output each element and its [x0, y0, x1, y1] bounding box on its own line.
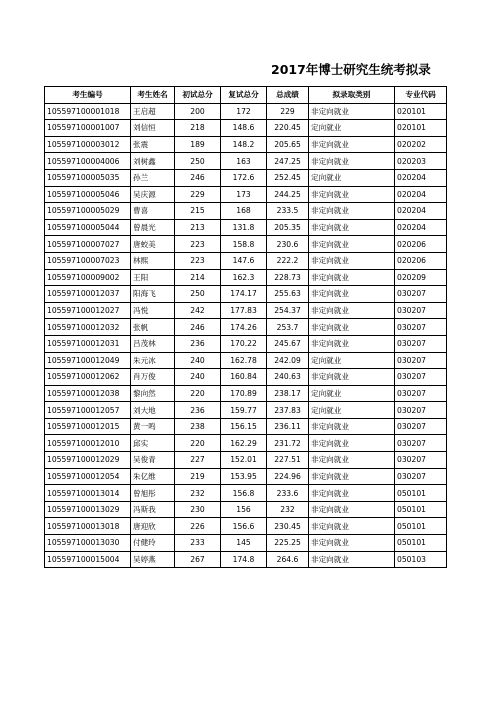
table-row: [45, 485, 447, 502]
admission-category-cell: 定向就业: [309, 352, 395, 369]
major-code-cell: 030207: [395, 452, 447, 469]
retest-score-cell: 156.6: [221, 518, 267, 535]
admission-category-cell: 非定向就业: [309, 418, 395, 435]
major-code-cell: 020101: [395, 120, 447, 137]
major-code-cell: 030207: [395, 302, 447, 319]
initial-score-cell: 214: [175, 269, 221, 286]
total-score-cell: 253.7: [267, 319, 309, 336]
candidate-name-cell: 邱实: [131, 435, 175, 452]
total-score-cell: 238.17: [267, 385, 309, 402]
candidate-id-cell: 105597100013018: [45, 518, 131, 535]
table-row: [45, 518, 447, 535]
table-header-row: [45, 87, 447, 104]
candidate-id-cell: 105597100012029: [45, 452, 131, 469]
candidate-name-cell: 曾旭彤: [131, 485, 175, 502]
column-header-retest-score: 复试总分: [221, 87, 267, 104]
major-code-cell: 020202: [395, 136, 447, 153]
column-header-total-score: 总成绩: [267, 87, 309, 104]
table-row: [45, 551, 447, 568]
total-score-cell: 255.63: [267, 286, 309, 303]
retest-score-cell: 156: [221, 501, 267, 518]
table-row: [45, 452, 447, 469]
candidate-id-cell: 105597100005044: [45, 219, 131, 236]
retest-score-cell: 177.83: [221, 302, 267, 319]
total-score-cell: 233.6: [267, 485, 309, 502]
column-header-major-code: 专业代码: [395, 87, 447, 104]
admission-category-cell: 定向就业: [309, 169, 395, 186]
retest-score-cell: 145: [221, 535, 267, 552]
candidate-name-cell: 吴婷燕: [131, 551, 175, 568]
candidate-name-cell: 吴庆源: [131, 186, 175, 203]
total-score-cell: 229: [267, 103, 309, 120]
candidate-id-cell: 105597100003012: [45, 136, 131, 153]
retest-score-cell: 148.2: [221, 136, 267, 153]
initial-score-cell: 242: [175, 302, 221, 319]
major-code-cell: 030207: [395, 352, 447, 369]
admission-category-cell: 非定向就业: [309, 302, 395, 319]
initial-score-cell: 236: [175, 335, 221, 352]
initial-score-cell: 238: [175, 418, 221, 435]
candidate-name-cell: 付健玲: [131, 535, 175, 552]
major-code-cell: 030207: [395, 319, 447, 336]
candidate-id-cell: 105597100012031: [45, 335, 131, 352]
major-code-cell: 050101: [395, 485, 447, 502]
table-row: [45, 252, 447, 269]
candidate-name-cell: 吴俊青: [131, 452, 175, 469]
total-score-cell: 224.96: [267, 468, 309, 485]
column-header-admission-category: 拟录取类别: [309, 87, 395, 104]
candidate-name-cell: 冯斯我: [131, 501, 175, 518]
initial-score-cell: 223: [175, 252, 221, 269]
initial-score-cell: 220: [175, 435, 221, 452]
total-score-cell: 237.83: [267, 402, 309, 419]
initial-score-cell: 213: [175, 219, 221, 236]
initial-score-cell: 240: [175, 352, 221, 369]
candidate-name-cell: 曹喜: [131, 203, 175, 220]
total-score-cell: 264.6: [267, 551, 309, 568]
table-row: [45, 169, 447, 186]
total-score-cell: 232: [267, 501, 309, 518]
major-code-cell: 030207: [395, 468, 447, 485]
total-score-cell: 242.09: [267, 352, 309, 369]
retest-score-cell: 158.8: [221, 236, 267, 253]
candidate-name-cell: 刘树鑫: [131, 153, 175, 170]
admission-category-cell: 非定向就业: [309, 551, 395, 568]
table-row: [45, 501, 447, 518]
candidate-name-cell: 唐蛟美: [131, 236, 175, 253]
initial-score-cell: 233: [175, 535, 221, 552]
total-score-cell: 254.37: [267, 302, 309, 319]
admission-category-cell: 非定向就业: [309, 501, 395, 518]
candidate-name-cell: 曾晨光: [131, 219, 175, 236]
candidate-id-cell: 105597100012032: [45, 319, 131, 336]
candidate-name-cell: 林熙: [131, 252, 175, 269]
candidate-name-cell: 刘信恒: [131, 120, 175, 137]
admission-category-cell: 非定向就业: [309, 535, 395, 552]
retest-score-cell: 131.8: [221, 219, 267, 236]
admission-category-cell: 非定向就业: [309, 468, 395, 485]
candidate-id-cell: 105597100012010: [45, 435, 131, 452]
admission-category-cell: 非定向就业: [309, 518, 395, 535]
major-code-cell: 050101: [395, 518, 447, 535]
candidate-id-cell: 105597100007023: [45, 252, 131, 269]
total-score-cell: 220.45: [267, 120, 309, 137]
retest-score-cell: 147.6: [221, 252, 267, 269]
table-row: [45, 535, 447, 552]
major-code-cell: 030207: [395, 418, 447, 435]
major-code-cell: 030207: [395, 435, 447, 452]
initial-score-cell: 223: [175, 236, 221, 253]
total-score-cell: 222.2: [267, 252, 309, 269]
table-row: [45, 153, 447, 170]
admission-category-cell: 非定向就业: [309, 103, 395, 120]
major-code-cell: 020204: [395, 203, 447, 220]
admission-category-cell: 非定向就业: [309, 319, 395, 336]
initial-score-cell: 240: [175, 369, 221, 386]
total-score-cell: 236.11: [267, 418, 309, 435]
table-row: [45, 335, 447, 352]
retest-score-cell: 156.15: [221, 418, 267, 435]
major-code-cell: 020206: [395, 236, 447, 253]
candidate-id-cell: 105597100005035: [45, 169, 131, 186]
retest-score-cell: 162.29: [221, 435, 267, 452]
candidate-id-cell: 105597100004006: [45, 153, 131, 170]
retest-score-cell: 172: [221, 103, 267, 120]
admission-category-cell: 定向就业: [309, 120, 395, 137]
table-row: [45, 120, 447, 137]
total-score-cell: 244.25: [267, 186, 309, 203]
candidate-name-cell: 王启超: [131, 103, 175, 120]
admission-table: [44, 86, 447, 568]
admission-category-cell: 非定向就业: [309, 252, 395, 269]
initial-score-cell: 232: [175, 485, 221, 502]
major-code-cell: 020204: [395, 186, 447, 203]
candidate-id-cell: 105597100012037: [45, 286, 131, 303]
table-row: [45, 402, 447, 419]
candidate-id-cell: 105597100009002: [45, 269, 131, 286]
table-row: [45, 286, 447, 303]
retest-score-cell: 174.26: [221, 319, 267, 336]
admission-category-cell: 定向就业: [309, 402, 395, 419]
total-score-cell: 230.6: [267, 236, 309, 253]
admission-category-cell: 非定向就业: [309, 136, 395, 153]
candidate-name-cell: 黄一鸣: [131, 418, 175, 435]
total-score-cell: 205.65: [267, 136, 309, 153]
candidate-name-cell: 黎向然: [131, 385, 175, 402]
retest-score-cell: 148.6: [221, 120, 267, 137]
retest-score-cell: 159.77: [221, 402, 267, 419]
candidate-name-cell: 吕茂林: [131, 335, 175, 352]
major-code-cell: 050101: [395, 535, 447, 552]
candidate-name-cell: 刘大地: [131, 402, 175, 419]
initial-score-cell: 246: [175, 169, 221, 186]
candidate-name-cell: 冯悦: [131, 302, 175, 319]
candidate-name-cell: 朱元冰: [131, 352, 175, 369]
total-score-cell: 230.45: [267, 518, 309, 535]
major-code-cell: 030207: [395, 286, 447, 303]
candidate-id-cell: 105597100012038: [45, 385, 131, 402]
table-body: [45, 103, 447, 568]
initial-score-cell: 226: [175, 518, 221, 535]
retest-score-cell: 163: [221, 153, 267, 170]
total-score-cell: 245.67: [267, 335, 309, 352]
admission-category-cell: 非定向就业: [309, 435, 395, 452]
initial-score-cell: 250: [175, 153, 221, 170]
table-row: [45, 418, 447, 435]
total-score-cell: 205.35: [267, 219, 309, 236]
candidate-id-cell: 105597100013014: [45, 485, 131, 502]
candidate-id-cell: 105597100012015: [45, 418, 131, 435]
major-code-cell: 030207: [395, 369, 447, 386]
column-header-candidate-id: 考生编号: [45, 87, 131, 104]
table-row: [45, 203, 447, 220]
candidate-id-cell: 105597100013030: [45, 535, 131, 552]
admission-category-cell: 非定向就业: [309, 335, 395, 352]
admission-category-cell: 非定向就业: [309, 219, 395, 236]
total-score-cell: 227.51: [267, 452, 309, 469]
candidate-name-cell: 阳海飞: [131, 286, 175, 303]
table-row: [45, 468, 447, 485]
total-score-cell: 228.73: [267, 269, 309, 286]
candidate-name-cell: 孙兰: [131, 169, 175, 186]
table-row: [45, 435, 447, 452]
admission-category-cell: 非定向就业: [309, 286, 395, 303]
retest-score-cell: 174.17: [221, 286, 267, 303]
candidate-name-cell: 张震: [131, 136, 175, 153]
table-row: [45, 219, 447, 236]
admission-category-cell: 非定向就业: [309, 485, 395, 502]
table-row: [45, 236, 447, 253]
initial-score-cell: 230: [175, 501, 221, 518]
major-code-cell: 020203: [395, 153, 447, 170]
table-row: [45, 319, 447, 336]
candidate-name-cell: 王阳: [131, 269, 175, 286]
retest-score-cell: 160.84: [221, 369, 267, 386]
table-row: [45, 186, 447, 203]
retest-score-cell: 162.78: [221, 352, 267, 369]
total-score-cell: 240.63: [267, 369, 309, 386]
major-code-cell: 050101: [395, 501, 447, 518]
major-code-cell: 050103: [395, 551, 447, 568]
total-score-cell: 231.72: [267, 435, 309, 452]
table-row: [45, 352, 447, 369]
candidate-id-cell: 105597100013029: [45, 501, 131, 518]
candidate-id-cell: 105597100001018: [45, 103, 131, 120]
retest-score-cell: 170.22: [221, 335, 267, 352]
admission-category-cell: 非定向就业: [309, 153, 395, 170]
admission-category-cell: 非定向就业: [309, 236, 395, 253]
retest-score-cell: 174.8: [221, 551, 267, 568]
initial-score-cell: 227: [175, 452, 221, 469]
major-code-cell: 020209: [395, 269, 447, 286]
candidate-name-cell: 肖万俊: [131, 369, 175, 386]
initial-score-cell: 215: [175, 203, 221, 220]
initial-score-cell: 218: [175, 120, 221, 137]
major-code-cell: 020101: [395, 103, 447, 120]
candidate-id-cell: 105597100012027: [45, 302, 131, 319]
candidate-id-cell: 105597100015004: [45, 551, 131, 568]
initial-score-cell: 219: [175, 468, 221, 485]
candidate-id-cell: 105597100007027: [45, 236, 131, 253]
candidate-id-cell: 105597100012054: [45, 468, 131, 485]
admission-category-cell: 非定向就业: [309, 369, 395, 386]
initial-score-cell: 250: [175, 286, 221, 303]
retest-score-cell: 153.95: [221, 468, 267, 485]
total-score-cell: 247.25: [267, 153, 309, 170]
initial-score-cell: 200: [175, 103, 221, 120]
retest-score-cell: 152.01: [221, 452, 267, 469]
initial-score-cell: 229: [175, 186, 221, 203]
retest-score-cell: 156.8: [221, 485, 267, 502]
total-score-cell: 233.5: [267, 203, 309, 220]
major-code-cell: 030207: [395, 335, 447, 352]
initial-score-cell: 246: [175, 319, 221, 336]
total-score-cell: 225.25: [267, 535, 309, 552]
total-score-cell: 252.45: [267, 169, 309, 186]
candidate-name-cell: 张帆: [131, 319, 175, 336]
column-header-initial-score: 初试总分: [175, 87, 221, 104]
major-code-cell: 030207: [395, 385, 447, 402]
initial-score-cell: 267: [175, 551, 221, 568]
table-row: [45, 136, 447, 153]
initial-score-cell: 220: [175, 385, 221, 402]
retest-score-cell: 172.6: [221, 169, 267, 186]
admission-category-cell: 非定向就业: [309, 269, 395, 286]
retest-score-cell: 173: [221, 186, 267, 203]
candidate-name-cell: 朱亿维: [131, 468, 175, 485]
table-row: [45, 369, 447, 386]
table-row: [45, 269, 447, 286]
retest-score-cell: 170.89: [221, 385, 267, 402]
admission-category-cell: 非定向就业: [309, 186, 395, 203]
page-title: 2017年博士研究生统考拟录: [271, 62, 431, 77]
candidate-id-cell: 105597100001007: [45, 120, 131, 137]
table-row: [45, 103, 447, 120]
candidate-id-cell: 105597100012049: [45, 352, 131, 369]
retest-score-cell: 168: [221, 203, 267, 220]
major-code-cell: 020206: [395, 252, 447, 269]
table-row: [45, 302, 447, 319]
major-code-cell: 030207: [395, 402, 447, 419]
initial-score-cell: 236: [175, 402, 221, 419]
column-header-candidate-name: 考生姓名: [131, 87, 175, 104]
candidate-id-cell: 105597100012057: [45, 402, 131, 419]
admission-category-cell: 非定向就业: [309, 203, 395, 220]
candidate-id-cell: 105597100005029: [45, 203, 131, 220]
retest-score-cell: 162.3: [221, 269, 267, 286]
initial-score-cell: 189: [175, 136, 221, 153]
candidate-name-cell: 唐迎欣: [131, 518, 175, 535]
candidate-id-cell: 105597100012062: [45, 369, 131, 386]
table-row: [45, 385, 447, 402]
candidate-id-cell: 105597100005046: [45, 186, 131, 203]
major-code-cell: 020204: [395, 169, 447, 186]
admission-category-cell: 非定向就业: [309, 452, 395, 469]
admission-category-cell: 定向就业: [309, 385, 395, 402]
major-code-cell: 020204: [395, 219, 447, 236]
